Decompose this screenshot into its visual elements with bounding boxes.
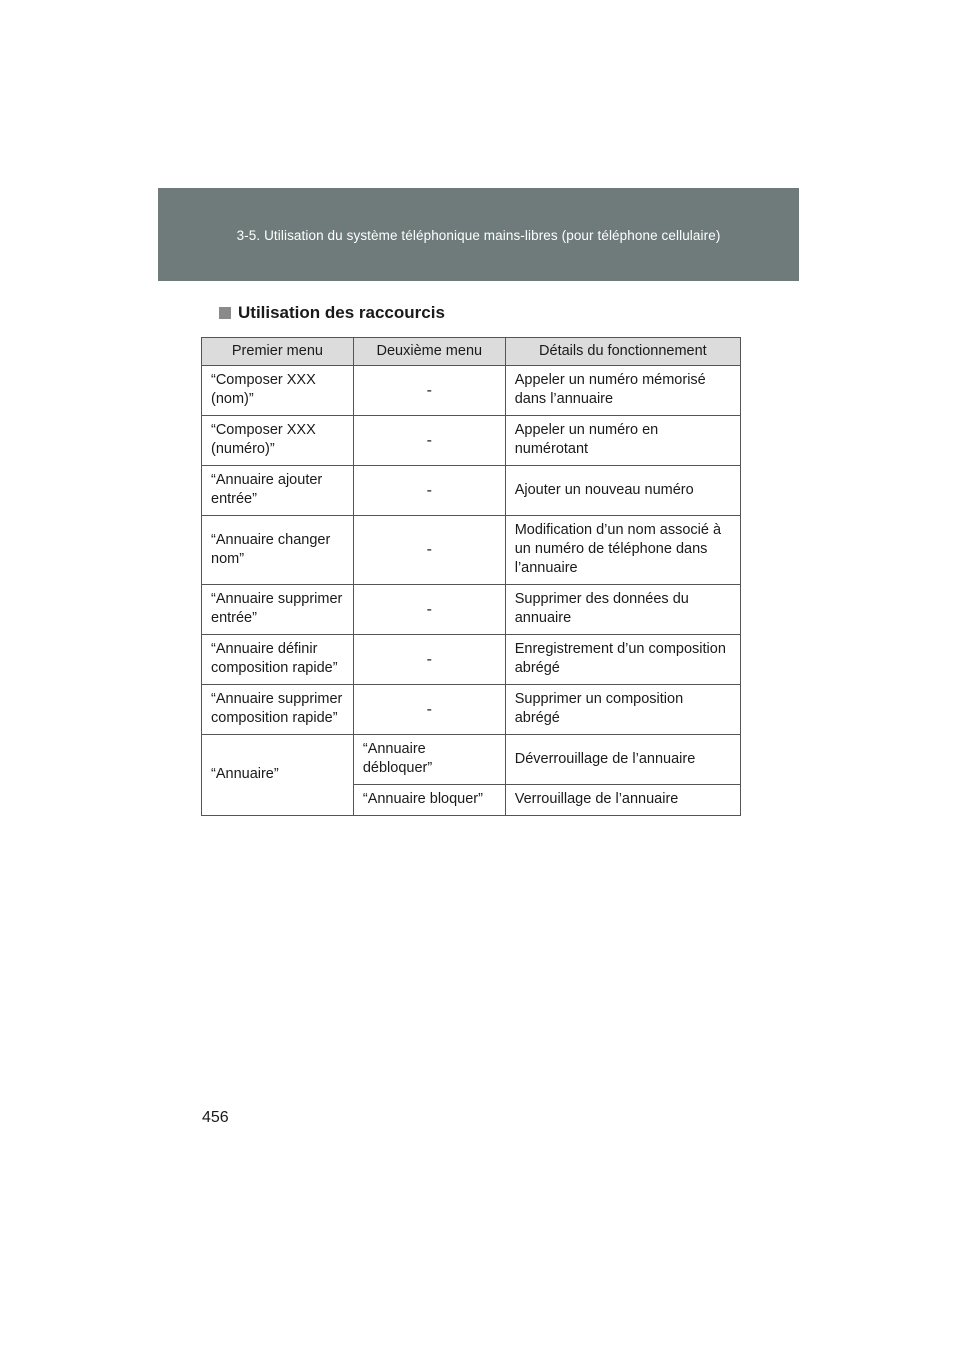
cell-second-menu: - [353, 416, 505, 466]
cell-details: Ajouter un nouveau numéro [505, 466, 740, 516]
table-row [202, 635, 741, 685]
cell-details: Déverrouillage de l’annuaire [505, 735, 740, 785]
cell-details: Supprimer des données du annuaire [505, 585, 740, 635]
cell-first-menu: “Composer XXX (numéro)” [202, 416, 354, 466]
shortcuts-table [201, 337, 741, 816]
square-bullet-icon [219, 307, 231, 319]
chapter-header-title: 3-5. Utilisation du système téléphonique mains-libres (pour téléphone cellulaire) [236, 228, 721, 243]
cell-second-menu: “Annuaire débloquer” [353, 735, 505, 785]
header-first-menu: Premier menu [202, 338, 354, 366]
section-heading-text: Utilisation des raccourcis [238, 303, 445, 322]
page-number: 456 [202, 1109, 229, 1126]
header-second-menu: Deuxième menu [353, 338, 505, 366]
table-row [202, 585, 741, 635]
cell-second-menu: - [353, 635, 505, 685]
cell-first-menu: “Annuaire changer nom” [202, 516, 354, 585]
cell-second-menu: - [353, 685, 505, 735]
cell-details: Supprimer un composition abrégé [505, 685, 740, 735]
cell-first-menu: “Annuaire définir composition rapide” [202, 635, 354, 685]
cell-details: Appeler un numéro en numérotant [505, 416, 740, 466]
cell-second-menu: - [353, 466, 505, 516]
chapter-header-band [158, 188, 799, 281]
cell-second-menu: - [353, 585, 505, 635]
cell-first-menu: “Annuaire ajouter entrée” [202, 466, 354, 516]
table-row [202, 516, 741, 585]
cell-first-menu: “Composer XXX (nom)” [202, 366, 354, 416]
section-heading [219, 303, 445, 323]
cell-first-menu-group: “Annuaire” [202, 735, 354, 816]
cell-details: Verrouillage de l’annuaire [505, 785, 740, 816]
cell-second-menu: - [353, 516, 505, 585]
cell-details: Enregistrement d’un composition abrégé [505, 635, 740, 685]
table-row [202, 466, 741, 516]
cell-first-menu: “Annuaire supprimer entrée” [202, 585, 354, 635]
cell-second-menu: “Annuaire bloquer” [353, 785, 505, 816]
header-operation-details: Détails du fonctionnement [505, 338, 740, 366]
table-row [202, 416, 741, 466]
cell-second-menu: - [353, 366, 505, 416]
table-header-row [202, 338, 741, 366]
table-row [202, 366, 741, 416]
cell-details: Modification d’un nom associé à un numéro de téléphone dans l’annuaire [505, 516, 740, 585]
table-row [202, 735, 741, 785]
cell-first-menu: “Annuaire supprimer composition rapide” [202, 685, 354, 735]
table-row [202, 685, 741, 735]
cell-details: Appeler un numéro mémorisé dans l’annuaire [505, 366, 740, 416]
